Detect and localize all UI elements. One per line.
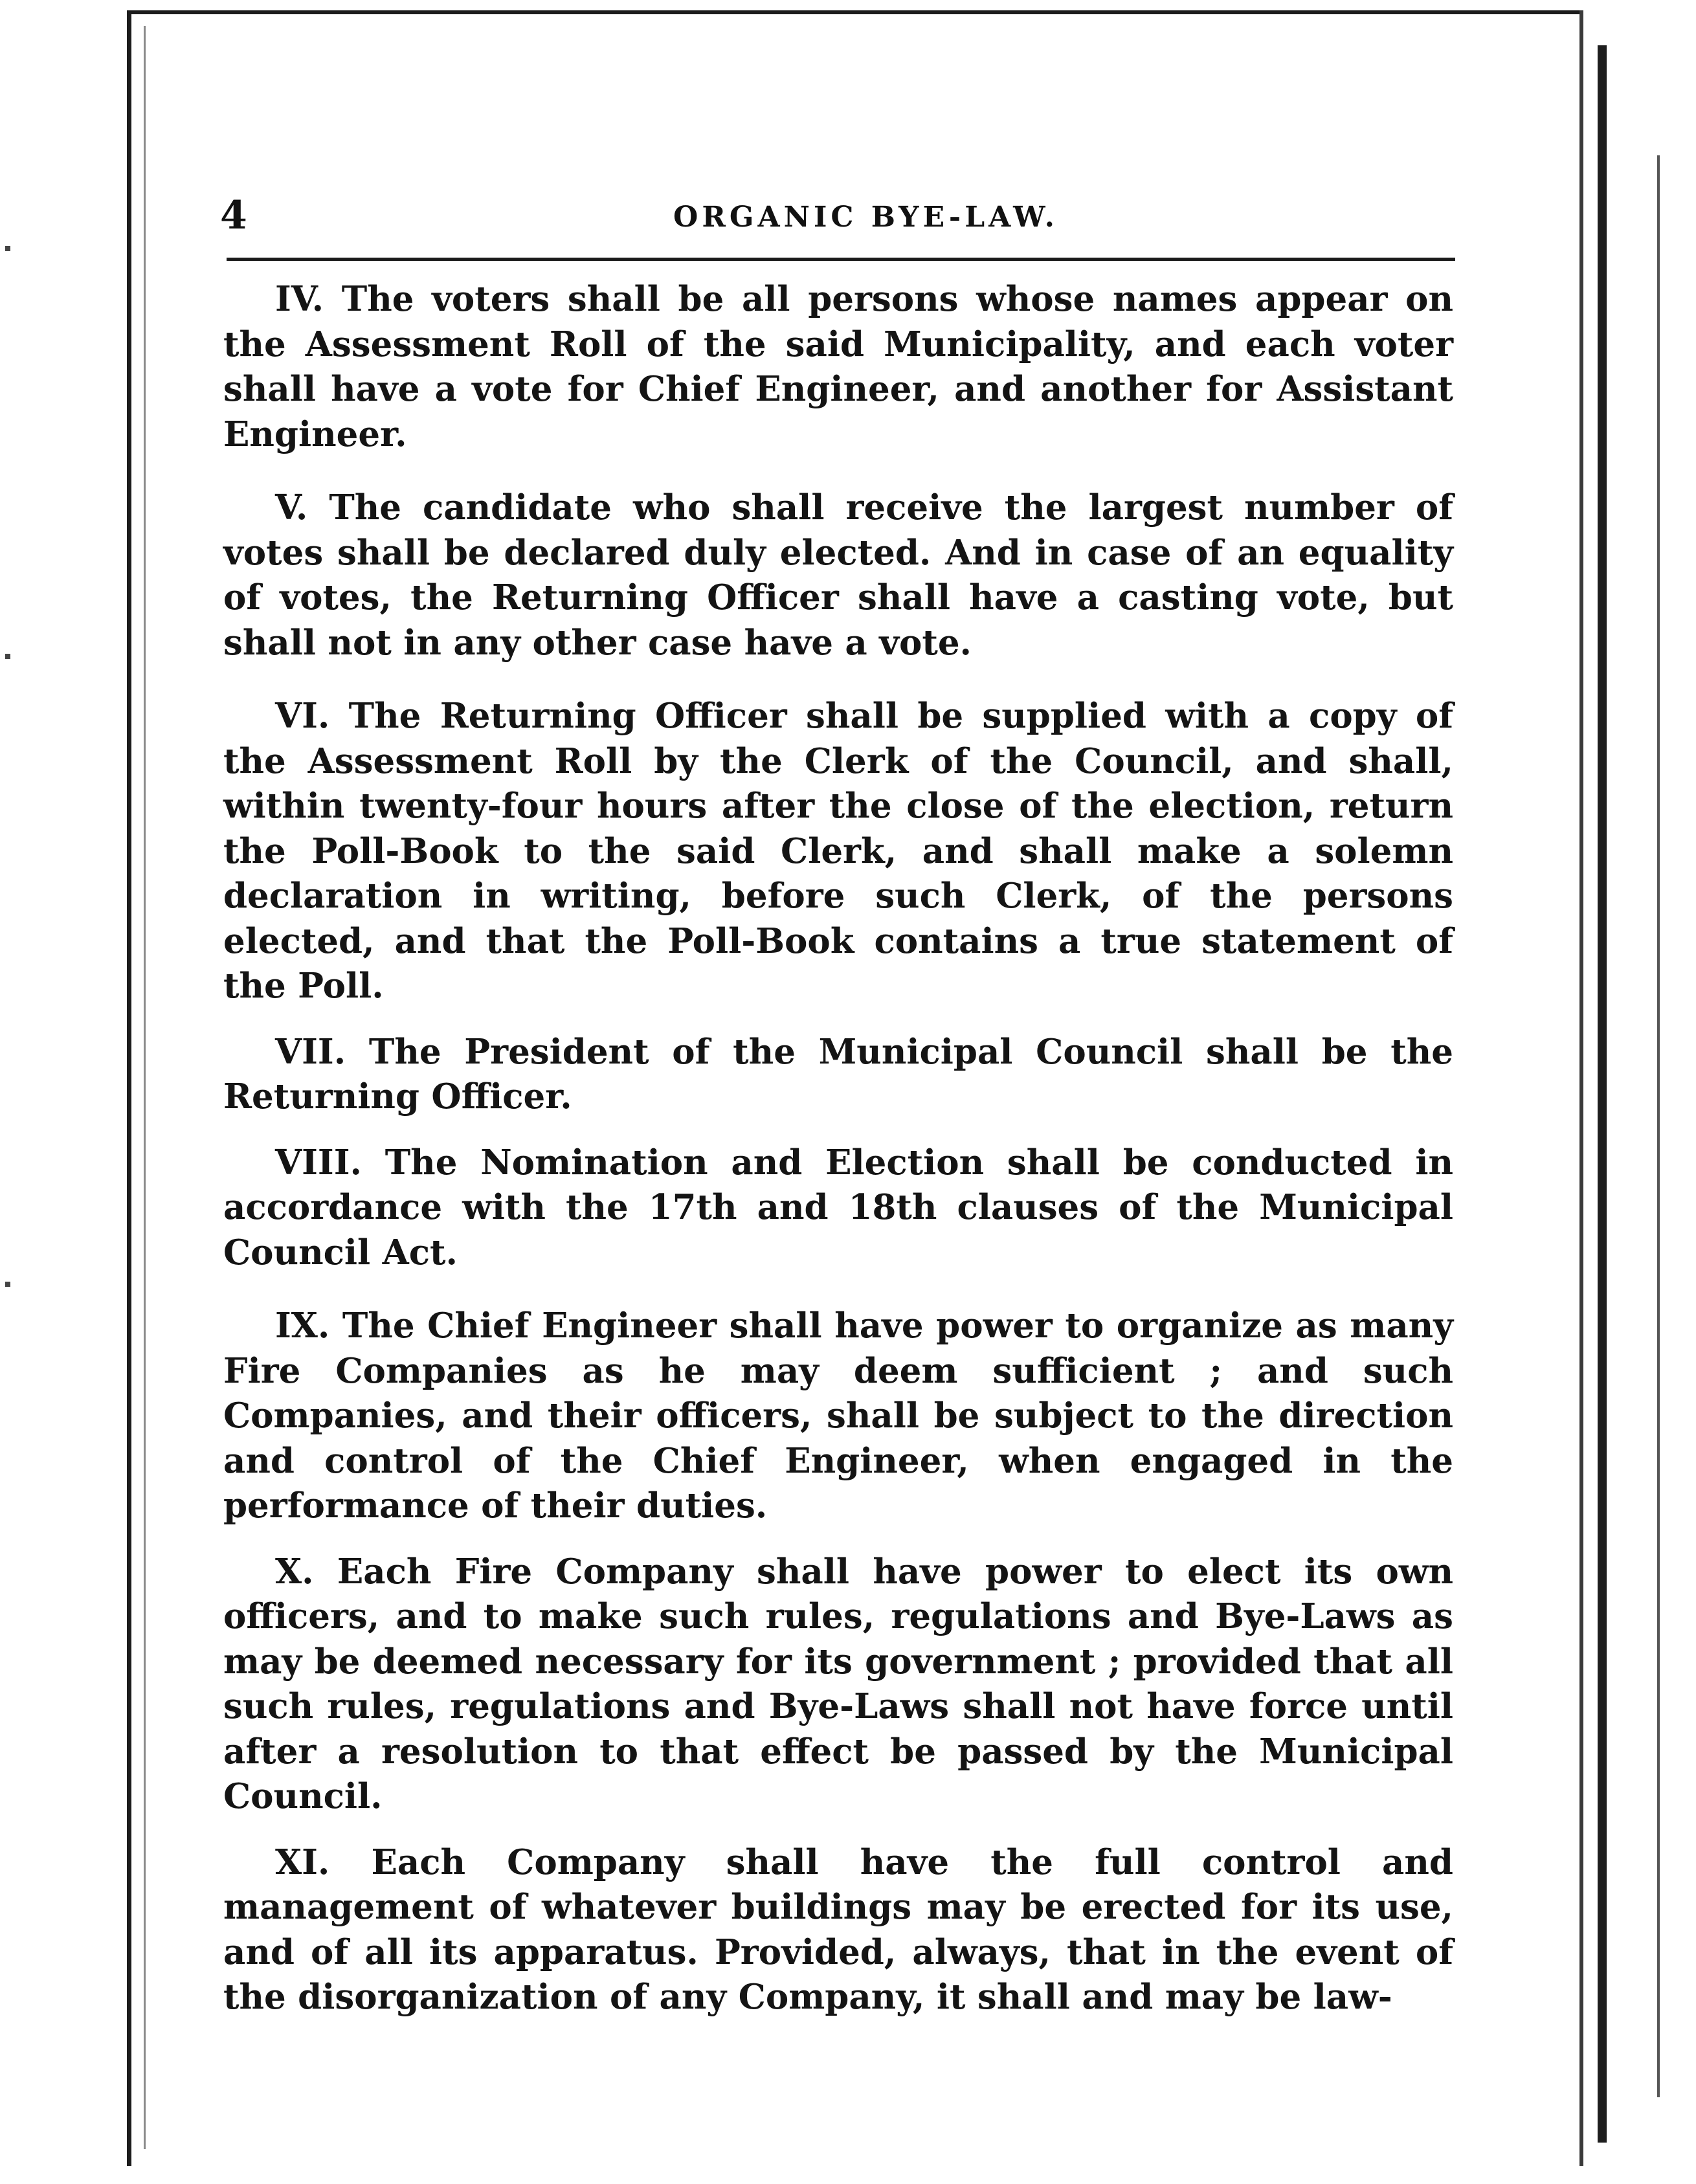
book-gutter-thin-line — [1657, 155, 1660, 2097]
scan-speck — [5, 654, 10, 659]
page-border-top — [127, 10, 1579, 14]
section-iv: IV. The voters shall be all persons whose names appear on the Assessment Roll of the said Municipality, and each voter shall have a vote for Chief Engineer, and another for Assistant Engineer. — [223, 279, 1453, 454]
scan-speck — [5, 1282, 10, 1287]
section-vi: VI. The Returning Officer shall be supplied with a copy of the Assessment Roll by the Clerk of the Council, and shall, within twenty-four hours after the close of the election, return the Poll-Book to the said Clerk, and shall make a solemn declaration in writing, before such Clerk, of the persons elected, and that the Poll-Book contains a true statement of the Poll. — [223, 696, 1453, 1006]
section-viii: VIII. The Nomination and Election shall be conducted in accordance with the 17th and 18th clauses of the Municipal Council Act. — [223, 1142, 1453, 1273]
book-gutter-line — [1579, 10, 1583, 2166]
page-number: 4 — [220, 193, 247, 238]
scan-speck — [5, 246, 10, 251]
section-xi: XI. Each Company shall have the full control and management of whatever buildings may be erected for its use, and of all its apparatus. Provided, always, that in the event of the disorganization of any Company, it shall and may be law- — [223, 1842, 1453, 2017]
book-gutter-edge — [1598, 45, 1607, 2143]
section-v: V. The candidate who shall receive the largest number of votes shall be declared duly elected. And in case of an equality of votes, the Returning Officer shall have a casting vote, but shall not in any other case have a vote. — [223, 487, 1453, 663]
body-text — [223, 277, 1453, 2049]
page-border-left-inner — [144, 26, 146, 2149]
running-title: ORGANIC BYE-LAW. — [673, 201, 1058, 234]
section-vii: VII. The President of the Municipal Council shall be the Returning Officer. — [223, 1031, 1453, 1117]
section-x: X. Each Fire Company shall have power to elect its own officers, and to make such rules, regulations and Bye-Laws as may be deemed necessary for its government ; provided that all such rules, regulations and Bye-Laws shall not have force until after a resolution to that effect be passed by the Municipal Council. — [223, 1551, 1453, 1816]
page-border-left — [127, 10, 131, 2166]
header-rule — [227, 258, 1455, 261]
section-ix: IX. The Chief Engineer shall have power to organize as many Fire Companies as he may deem sufficient ; and such Companies, and their officers, shall be subject to the direction and control of the Chief Engineer, when engaged in the performance of their duties. — [223, 1306, 1453, 1526]
